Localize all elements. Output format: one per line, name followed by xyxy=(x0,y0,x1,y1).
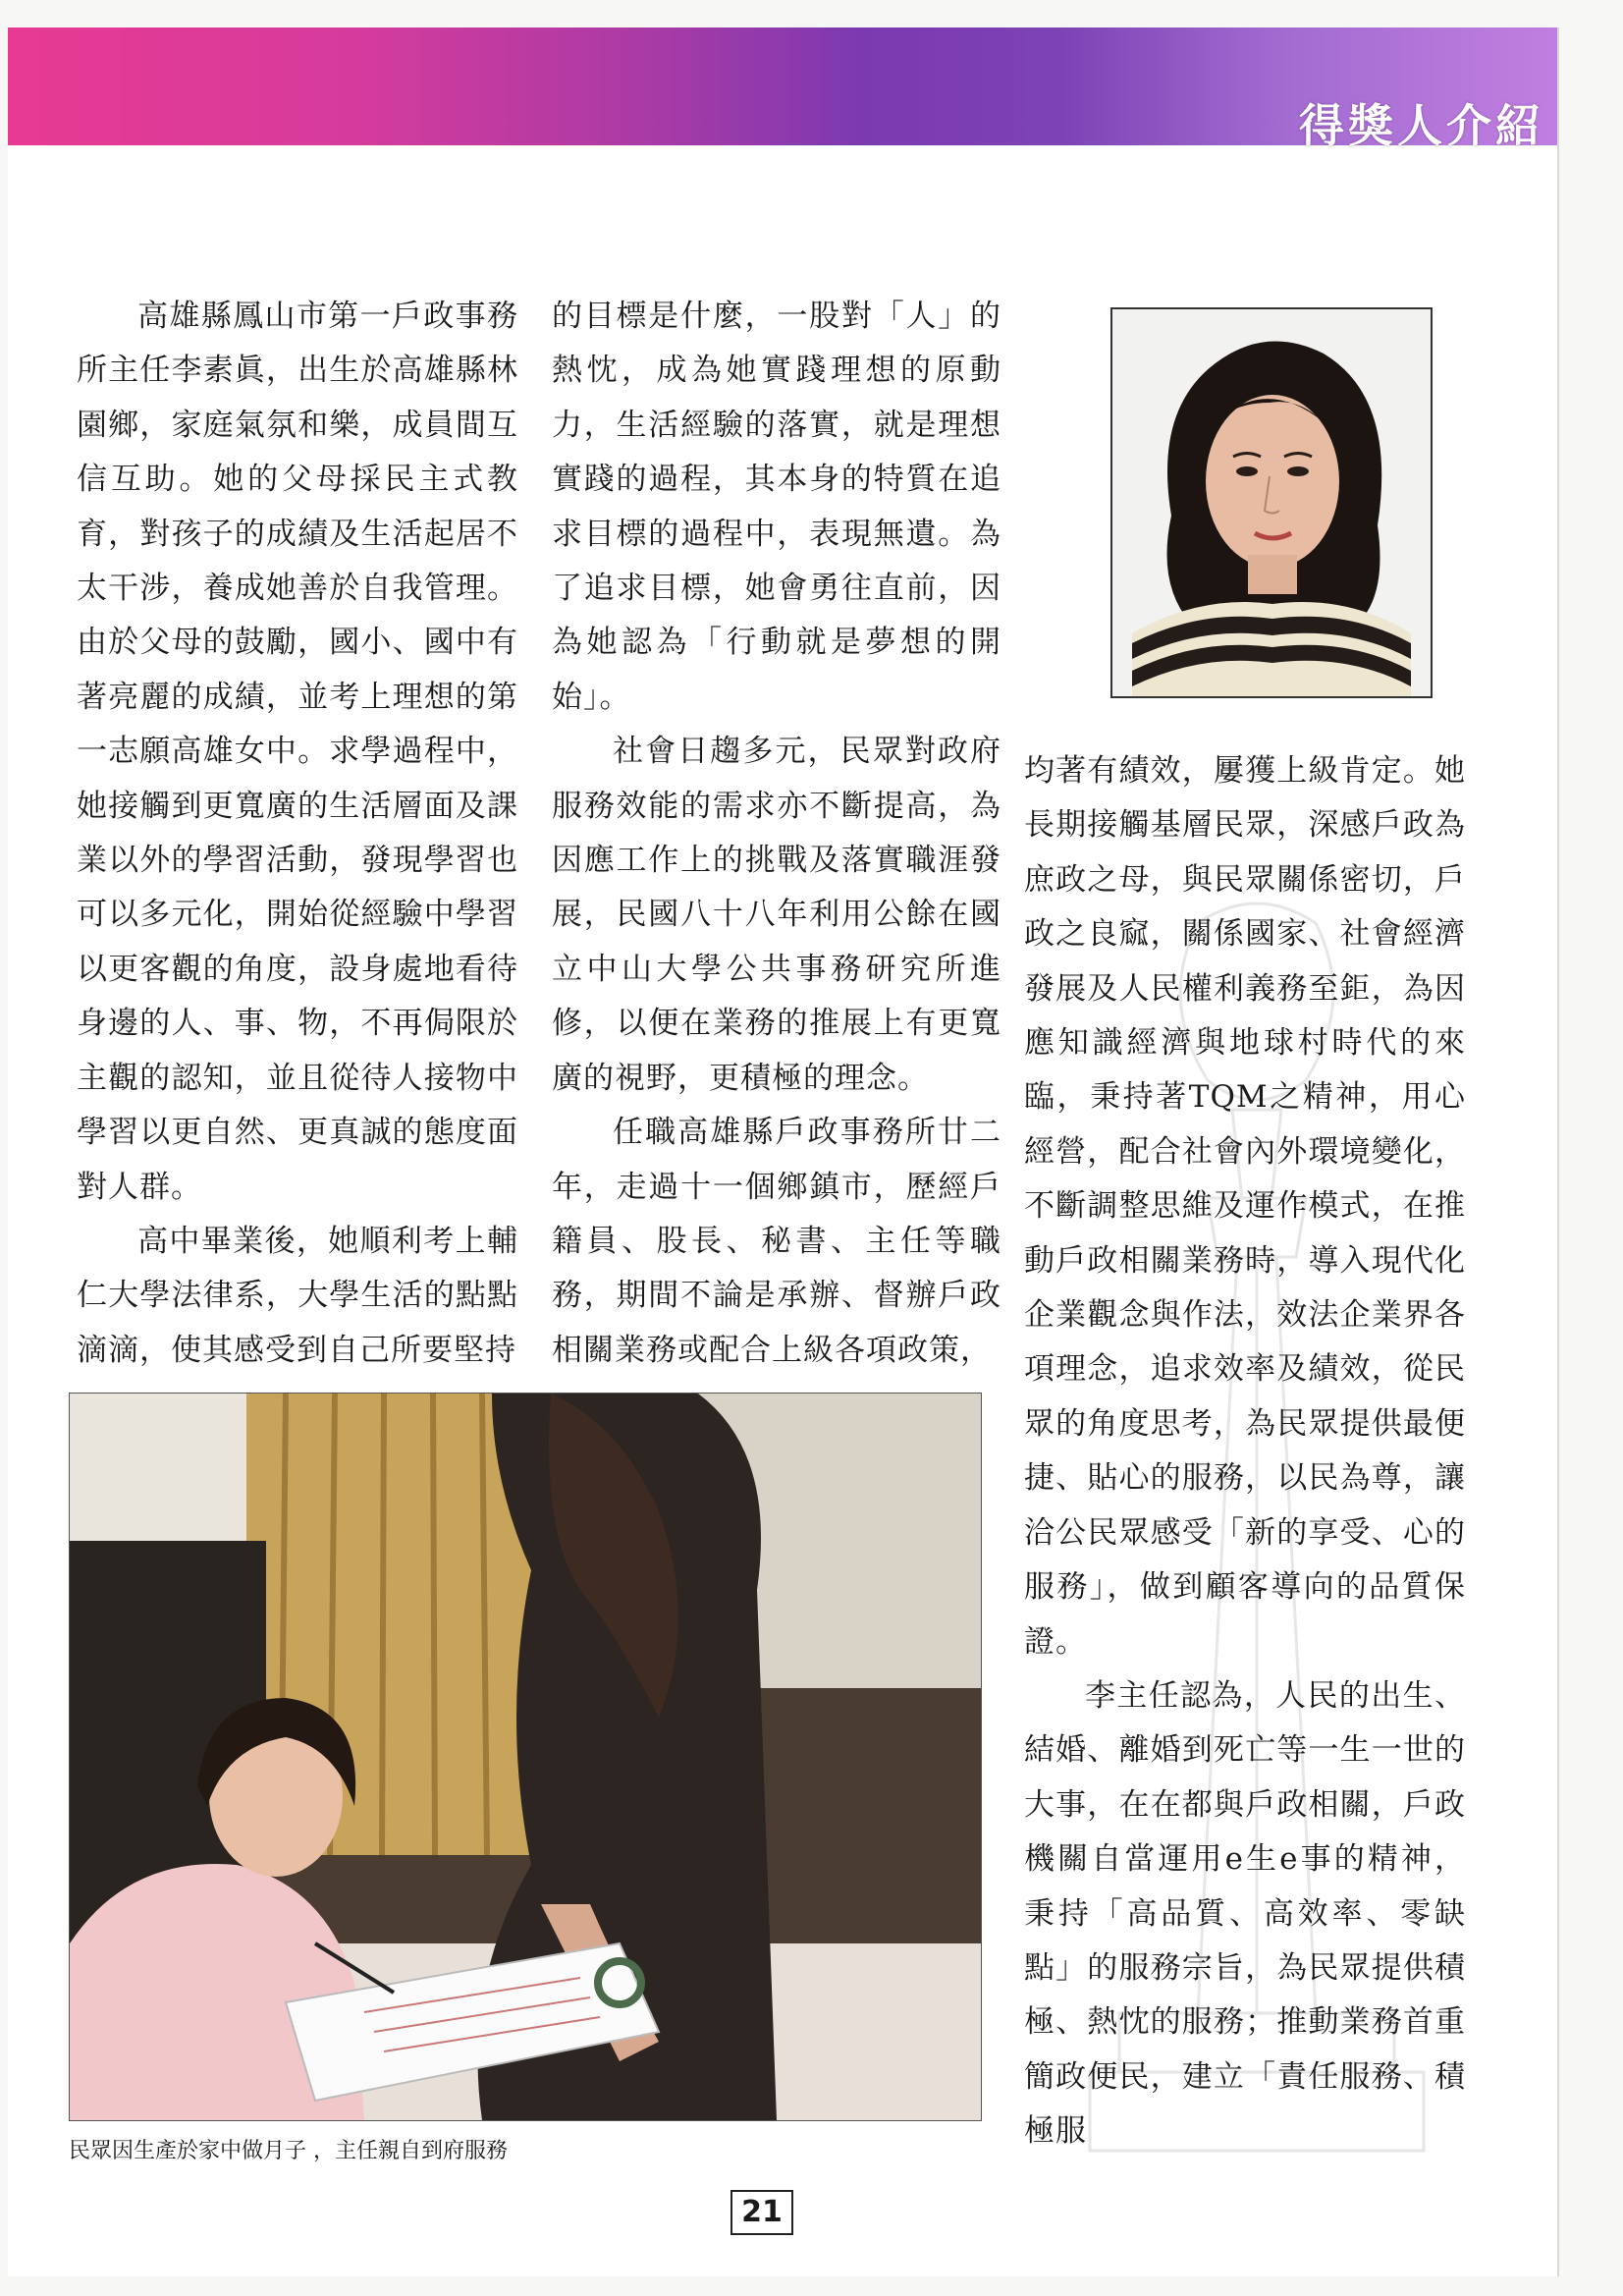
paragraph: 高雄縣鳳山市第一戶政事務所主任李素眞，出生於高雄縣林園鄉，家庭氣氛和樂，成員間互信互助。她的父母採民主式教育，對孩子的成績及生活起居不太干涉，養成她善於自我管理。由於父母的鼓勵，國小、國中有著亮麗的成績，並考上理想的第一志願高雄女中。求學過程中，她接觸到更寬廣的生活層面及課業以外的學習活動，發現學習也可以多元化，開始從經驗中學習以更客觀的角度，設身處地看待身邊的人、事、物，不再侷限於主觀的認知，並且從待人接物中學習以更自然、更真誠的態度面對人群。 xyxy=(77,299,518,1205)
article-column-1 xyxy=(77,290,518,1378)
paragraph: 李主任認為，人民的出生、結婚、離婚到死亡等一生一世的大事，在在都與戶政相關，戶政機關自當運用e生e事的精神，秉持「高品質、高效率、零缺點」的服務宗旨，為民眾提供積極、熱忱的服務；推動業務首重簡政便民，建立「責任服務、積極服 xyxy=(1024,1677,1466,2150)
section-title: 得獎人介紹 xyxy=(1299,99,1544,152)
paragraph: 任職高雄縣戶政事務所廿二年，走過十一個鄉鎮市，歷經戶籍員、股長、秘書、主任等職務，期間不論是承辦、督辦戶政相關業務或配合上級各項政策， xyxy=(552,1115,1001,1368)
paragraph: 社會日趨多元，民眾對政府服務效能的需求亦不斷提高，為因應工作上的挑戰及落實職涯發展，民國八十八年利用公餘在國立中山大學公共事務研究所進修，以便在業務的推展上有更寬廣的視野，更積極的理念。 xyxy=(552,734,1001,1096)
photo-caption: 民眾因生產於家中做月子 ，主任親自到府服務 xyxy=(69,2139,508,2163)
article-column-2 xyxy=(552,290,1001,1378)
page-number: 21 xyxy=(730,2190,793,2235)
service-photo xyxy=(69,1393,982,2121)
paragraph: 均著有績效，屢獲上級肯定。她長期接觸基層民眾，深感戶政為庶政之母，與民眾關係密切，戶政之良窳，關係國家、社會經濟發展及人民權利義務至鉅，為因應知識經濟與地球村時代的來臨，秉持著TQM之精神，用心經營，配合社會內外環境變化，不斷調整思維及運作模式，在推動戶政相關業務時，導入現代化企業觀念與作法，效法企業界各項理念，追求效率及績效，從民眾的角度思考，為民眾提供最便捷、貼心的服務，以民為尊，讓洽公民眾感受「新的享受、心的服務」，做到顧客導向的品質保證。 xyxy=(1024,753,1466,1660)
article-column-3 xyxy=(1024,744,1466,2159)
paragraph: 高中畢業後，她順利考上輔仁大學法律系，大學生活的點點滴滴，使其感受到自己所要堅持 xyxy=(77,1223,518,1368)
portrait-photo xyxy=(1110,307,1433,698)
paragraph: 的目標是什麼，一股對「人」的熱忱，成為她實踐理想的原動力，生活經驗的落實，就是理想實踐的過程，其本身的特質在追求目標的過程中，表現無遺。為了追求目標，她會勇往直前，因為她認為「行動就是夢想的開始」。 xyxy=(552,299,1001,715)
